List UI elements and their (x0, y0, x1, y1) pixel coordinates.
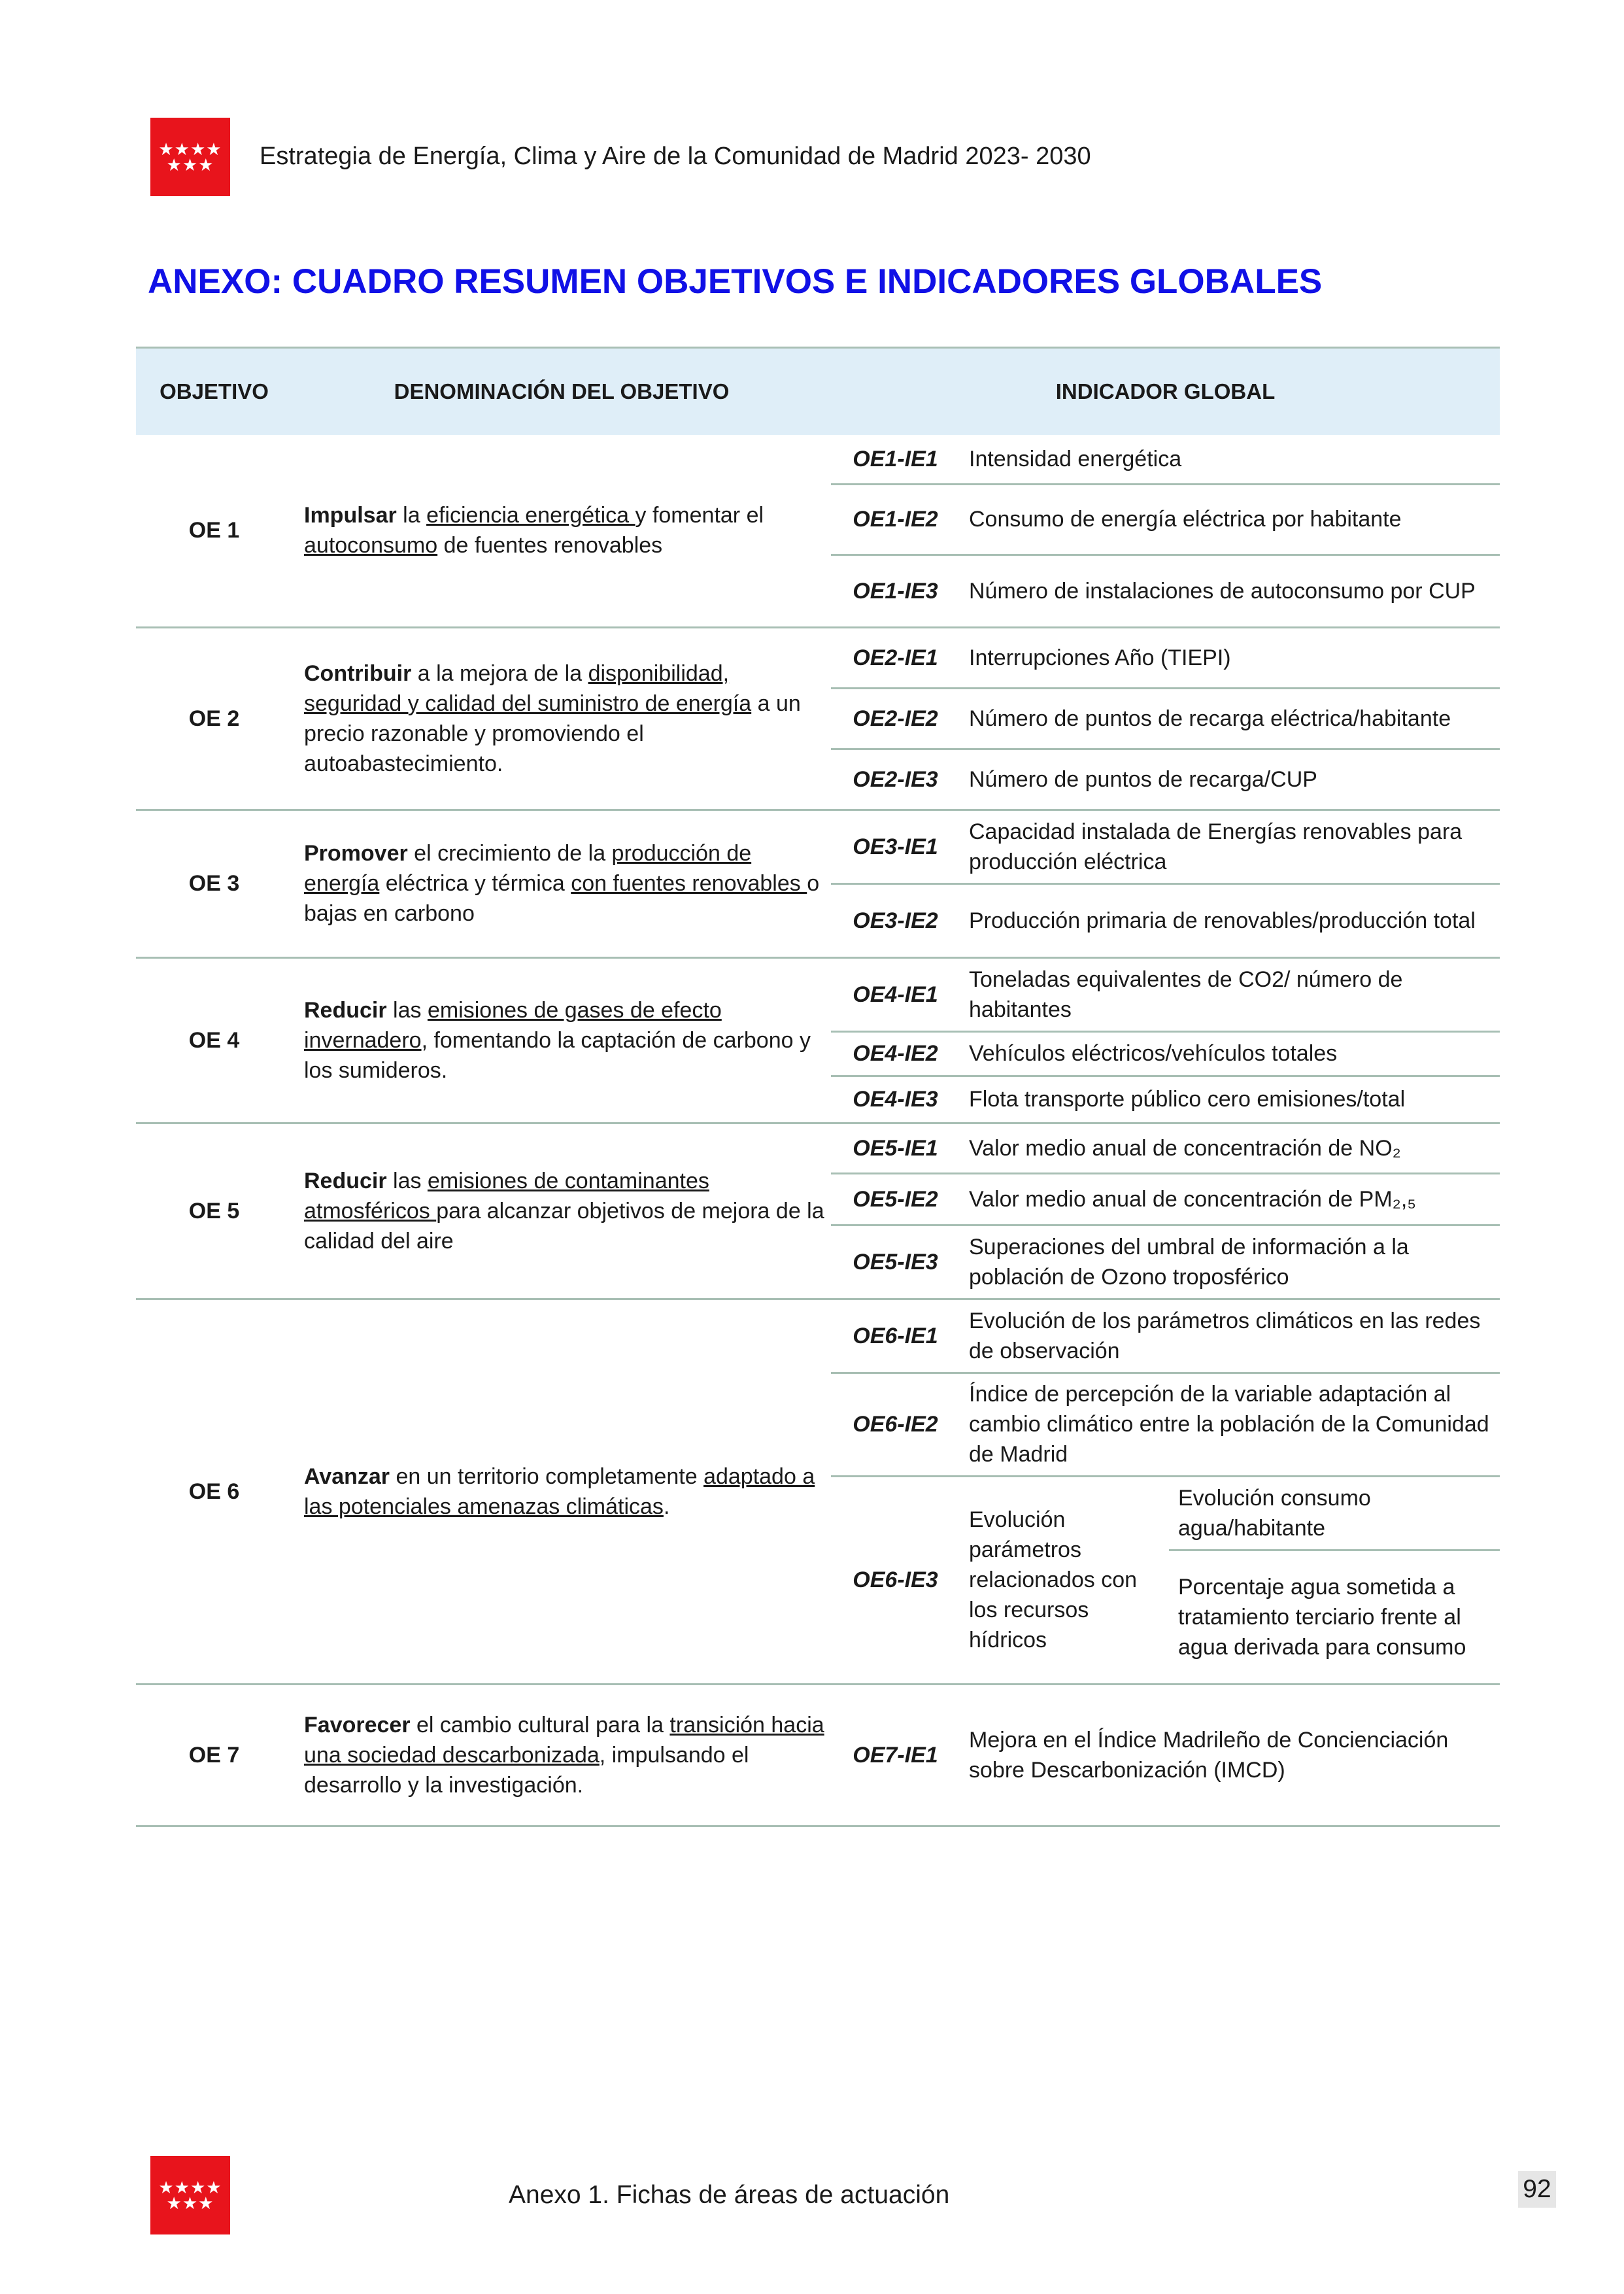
indicator-text: Evolución parámetros relacionados con los recursos hídricos (960, 1476, 1169, 1684)
objective-code: OE 2 (136, 627, 292, 810)
objective-title (292, 1123, 831, 1299)
objective-title-segment: emisiones de gases de efecto invernadero (304, 997, 722, 1053)
objective-title-segment: con fuentes renovables (571, 871, 807, 896)
objective-title-segment: , impulsando el desarrollo y la investigación. (304, 1742, 749, 1798)
table-row (136, 957, 1500, 1031)
objective-title-segment: adaptado a las potenciales amenazas climáticas (304, 1464, 815, 1519)
page-title: ANEXO: CUADRO RESUMEN OBJETIVOS E INDICADORES GLOBALES (148, 262, 1323, 301)
indicator-code: OE6-IE3 (831, 1476, 960, 1684)
objective-code: OE 1 (136, 435, 292, 627)
objective-title-segment: las (386, 997, 428, 1023)
objective-title (292, 435, 831, 627)
objective-code: OE 4 (136, 957, 292, 1123)
objective-title-segment: para alcanzar objetivos de mejora de la calidad del aire (304, 1198, 824, 1254)
indicator-code: OE1-IE3 (831, 555, 960, 627)
table-row (136, 627, 1500, 688)
indicator-code: OE4-IE2 (831, 1031, 960, 1076)
objective-title (292, 1684, 831, 1826)
header-denominacion: DENOMINACIÓN DEL OBJETIVO (292, 348, 831, 436)
objectives-table (136, 347, 1500, 1827)
indicator-code: OE2-IE2 (831, 688, 960, 749)
table-header-row (136, 348, 1500, 436)
comunidad-madrid-logo (150, 118, 230, 196)
objective-title-segment: Promover (304, 841, 408, 866)
objective-title-segment: las (386, 1168, 428, 1193)
objective-title-segment: Favorecer (304, 1712, 411, 1738)
indicator-text: Consumo de energía eléctrica por habitante (960, 484, 1500, 555)
objective-title-segment: de fuentes renovables (437, 533, 663, 558)
footer-text: Anexo 1. Fichas de áreas de actuación (509, 2181, 950, 2209)
objective-title-segment: el crecimiento de la (407, 841, 612, 866)
indicator-code: OE3-IE1 (831, 810, 960, 883)
objective-title-segment: el cambio cultural para la (410, 1712, 670, 1738)
indicator-text: Índice de percepción de la variable adaptación al cambio climático entre la población de la Comunidad de Madrid (960, 1373, 1500, 1476)
objective-title-segment: Reducir (304, 997, 387, 1023)
objective-title (292, 627, 831, 810)
logo-stars: ★★★★ ★★★ (158, 139, 222, 175)
table-body (136, 435, 1500, 1826)
indicator-text: Evolución de los parámetros climáticos en las redes de observación (960, 1299, 1500, 1373)
indicator-code: OE2-IE3 (831, 749, 960, 810)
indicator-text: Mejora en el Índice Madrileño de Concienciación sobre Descarbonización (IMCD) (960, 1684, 1500, 1826)
objective-title-segment: transición hacia una sociedad descarbonizada (304, 1712, 824, 1768)
indicator-code: OE4-IE3 (831, 1076, 960, 1123)
objective-title-segment: la (396, 503, 427, 528)
page-number: 92 (1518, 2171, 1556, 2208)
objective-code: OE 6 (136, 1299, 292, 1684)
objective-code: OE 3 (136, 810, 292, 957)
indicator-text: Flota transporte público cero emisiones/total (960, 1076, 1500, 1123)
objective-title-segment: eléctrica y térmica (379, 871, 571, 896)
objective-title-segment: Reducir (304, 1168, 387, 1193)
indicator-text: Capacidad instalada de Energías renovables para producción eléctrica (960, 810, 1500, 883)
indicator-text: Número de puntos de recarga/CUP (960, 749, 1500, 810)
indicator-code: OE5-IE1 (831, 1123, 960, 1173)
indicator-code: OE7-IE1 (831, 1684, 960, 1826)
objective-title (292, 1299, 831, 1684)
objective-title-segment: Impulsar (304, 503, 397, 528)
indicator-text: Superaciones del umbral de información a la población de Ozono troposférico (960, 1225, 1500, 1299)
objective-title-segment: a la mejora de la (411, 660, 588, 686)
objective-code: OE 5 (136, 1123, 292, 1299)
logo-stars: ★★★★ ★★★ (158, 2178, 222, 2213)
objective-title-segment: en un territorio completamente (390, 1464, 704, 1489)
indicator-code: OE6-IE2 (831, 1373, 960, 1476)
indicator-code: OE3-IE2 (831, 883, 960, 957)
header-indicador: INDICADOR GLOBAL (831, 348, 1500, 436)
indicator-text: Número de puntos de recarga eléctrica/habitante (960, 688, 1500, 749)
indicator-text: Valor medio anual de concentración de NO₂ (960, 1123, 1500, 1173)
indicator-code: OE2-IE1 (831, 627, 960, 688)
objective-title-segment: , fomentando la captación de carbono y los sumideros. (304, 1027, 811, 1083)
indicator-text: Producción primaria de renovables/producción total (960, 883, 1500, 957)
indicator-text: Número de instalaciones de autoconsumo por CUP (960, 555, 1500, 627)
table-row (136, 1684, 1500, 1826)
table-row (136, 1299, 1500, 1373)
objective-title-segment: Contribuir (304, 660, 412, 686)
indicator-code: OE4-IE1 (831, 957, 960, 1031)
document-header: Estrategia de Energía, Clima y Aire de la Comunidad de Madrid 2023- 2030 (260, 143, 1091, 170)
objective-title-segment: eficiencia energética (426, 503, 635, 528)
indicator-text: Intensidad energética (960, 435, 1500, 484)
indicator-code: OE1-IE1 (831, 435, 960, 484)
objective-title-segment: disponibilidad, seguridad y calidad del suministro de energía (304, 660, 752, 716)
objective-title-segment: a un precio razonable y promoviendo el autoabastecimiento. (304, 691, 801, 776)
indicator-subitem: Porcentaje agua sometida a tratamiento terciario frente al agua derivada para consumo (1169, 1550, 1500, 1684)
objective-title-segment: autoconsumo (304, 533, 438, 558)
objective-title-segment: y fomentar el (635, 503, 764, 528)
table-row (136, 435, 1500, 484)
objective-title-segment: emisiones de contaminantes atmosféricos (304, 1168, 709, 1224)
objective-title-segment: Avanzar (304, 1464, 390, 1489)
objective-title-segment: o bajas en carbono (304, 871, 820, 926)
table-row (136, 1123, 1500, 1173)
indicator-code: OE1-IE2 (831, 484, 960, 555)
indicator-code: OE6-IE1 (831, 1299, 960, 1373)
indicator-text: Valor medio anual de concentración de PM₂,₅ (960, 1173, 1500, 1225)
indicator-code: OE5-IE2 (831, 1173, 960, 1225)
footer-logo (150, 2156, 230, 2234)
indicator-subitem: Evolución consumo agua/habitante (1169, 1476, 1500, 1550)
indicator-code: OE5-IE3 (831, 1225, 960, 1299)
indicator-text: Vehículos eléctricos/vehículos totales (960, 1031, 1500, 1076)
objective-title-segment: producción de energía (304, 841, 752, 896)
indicator-text: Toneladas equivalentes de CO2/ número de habitantes (960, 957, 1500, 1031)
objective-code: OE 7 (136, 1684, 292, 1826)
indicator-text: Interrupciones Año (TIEPI) (960, 627, 1500, 688)
objective-title-segment: . (663, 1494, 670, 1519)
table-row (136, 810, 1500, 883)
header-objetivo: OBJETIVO (136, 348, 292, 436)
objective-title (292, 957, 831, 1123)
objective-title (292, 810, 831, 957)
